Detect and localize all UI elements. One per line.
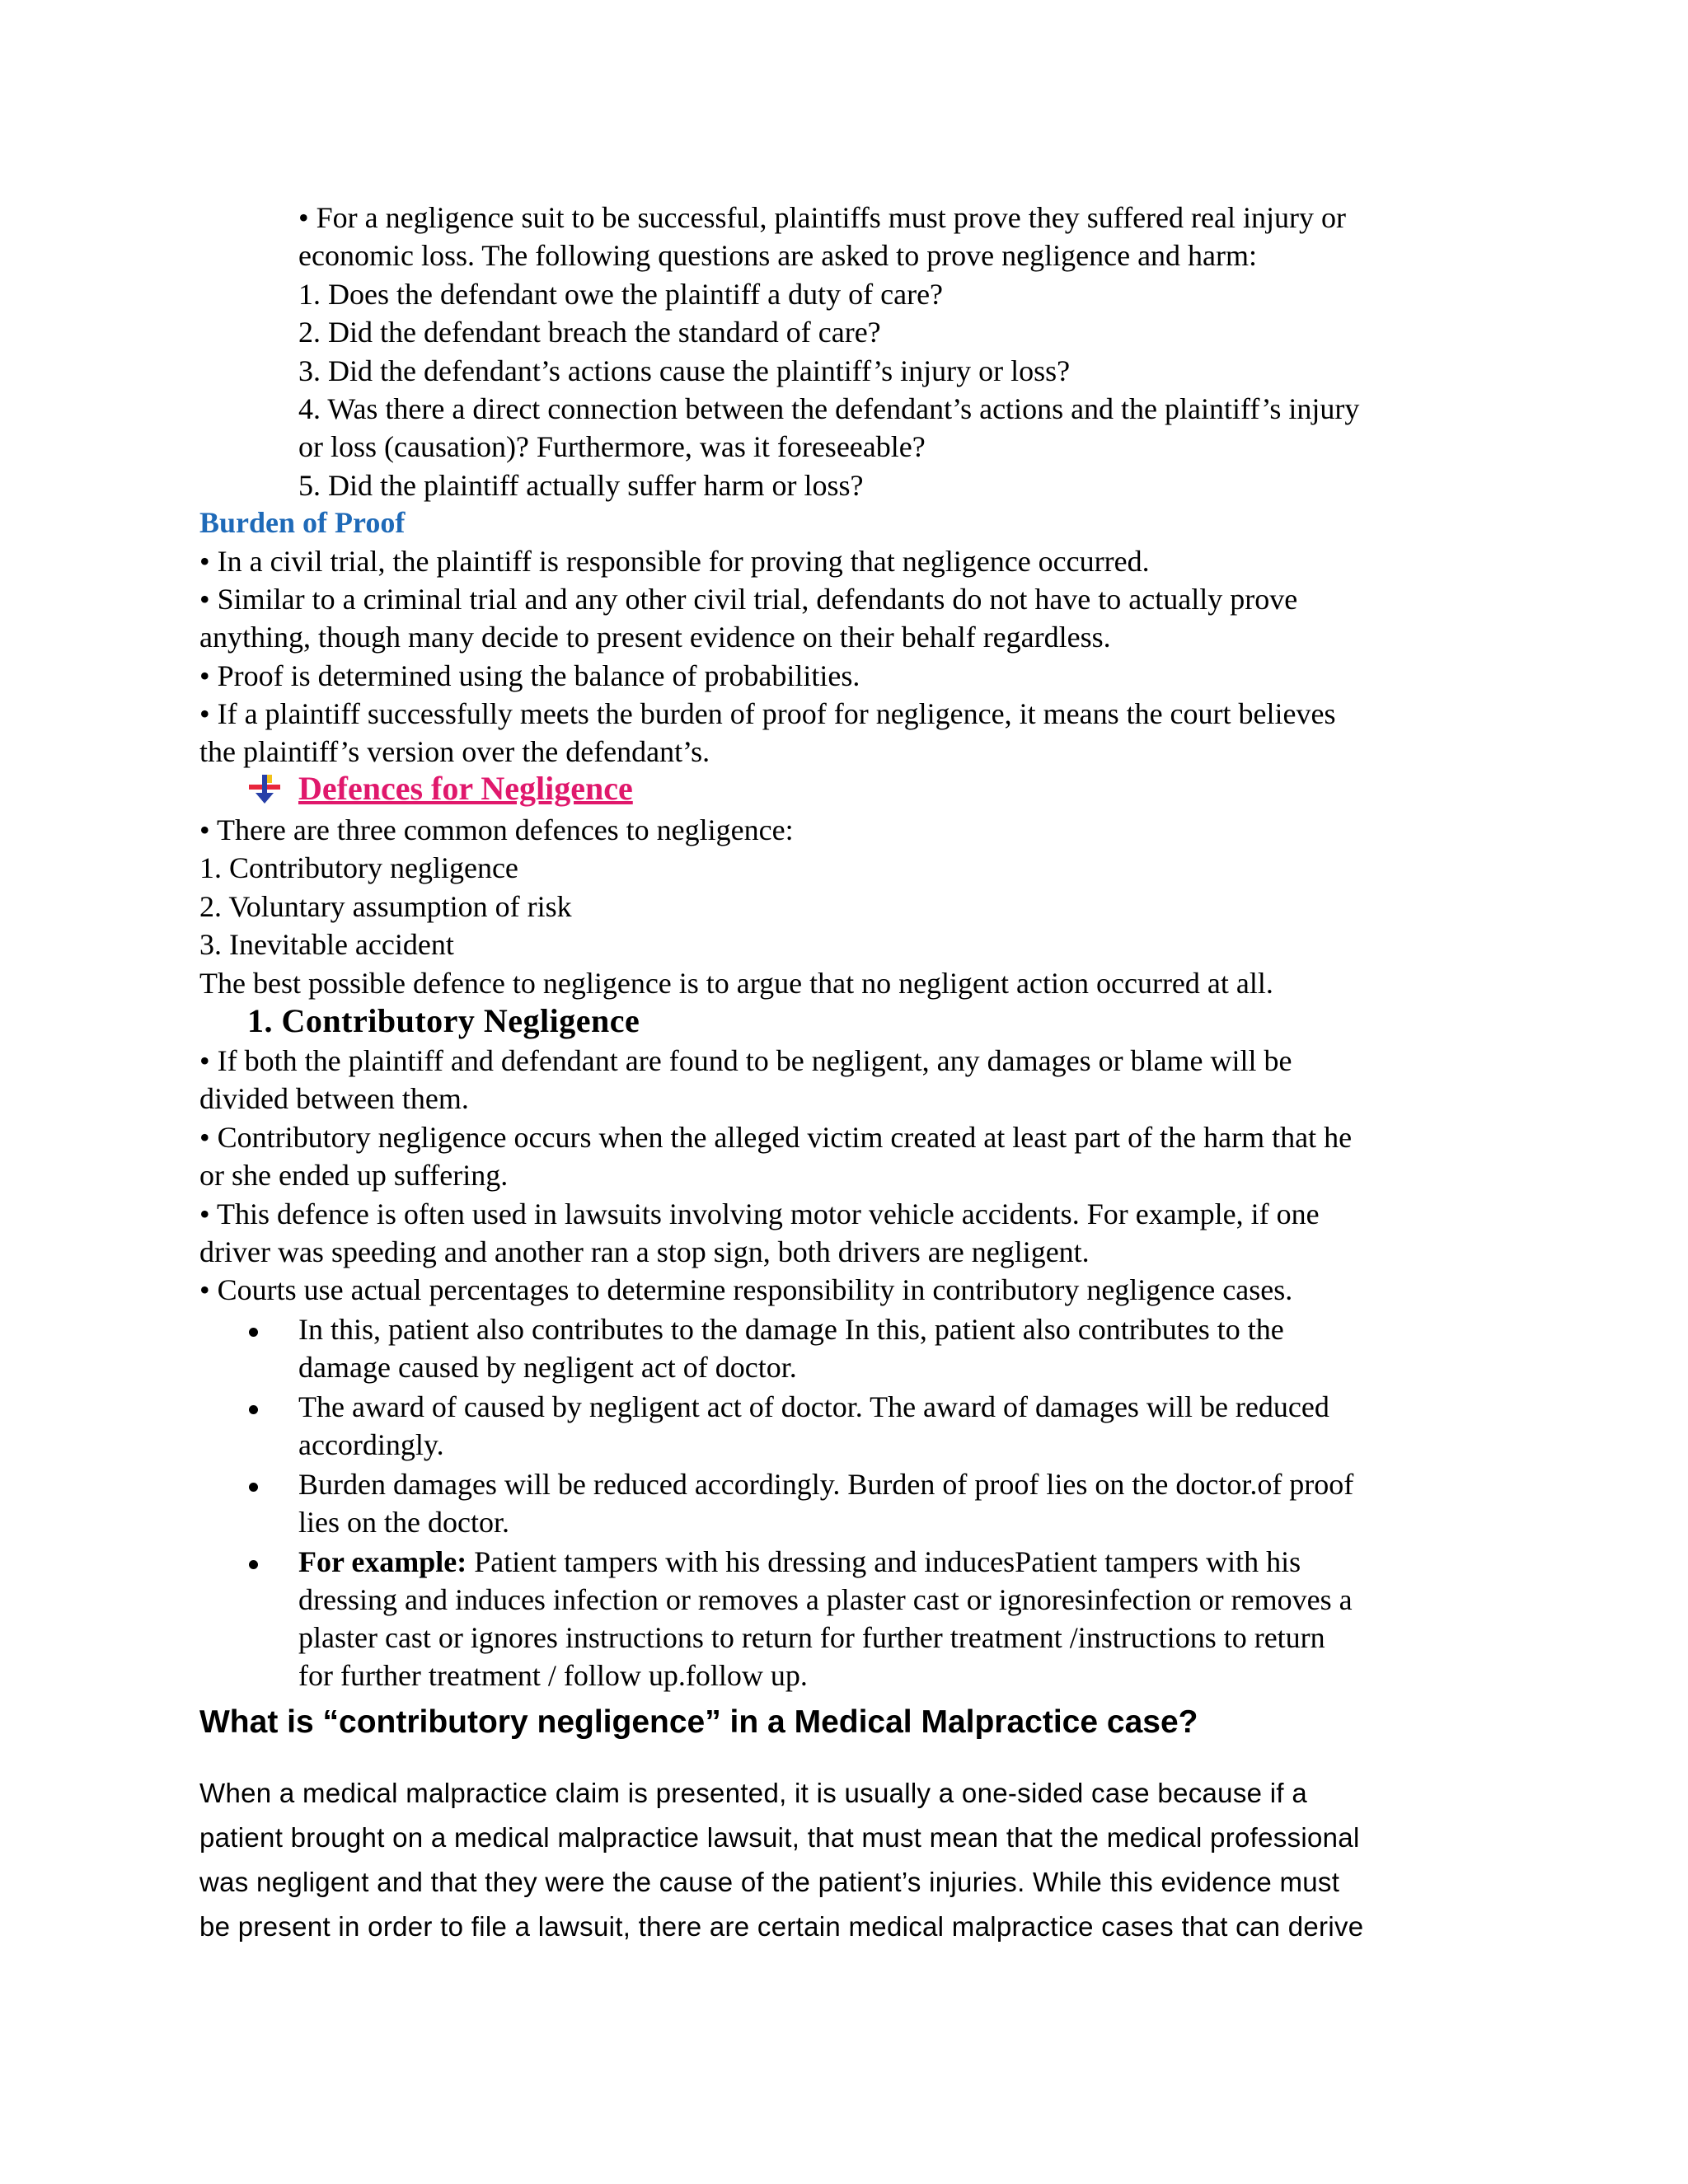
best-defence-text: The best possible defence to negligence is to argue that no negligent action occurred at all. — [199, 967, 1273, 1000]
burden-paragraph: • If a plaintiff successfully meets the burden of proof for negligence, it means the court believes — [199, 697, 1336, 730]
burden-paragraph: • Proof is determined using the balance of probabilities. — [199, 659, 860, 692]
burden-heading: Burden of Proof — [199, 506, 406, 539]
burden-paragraph: • In a civil trial, the plaintiff is responsible for proving that negligence occurred. — [199, 545, 1150, 578]
contributory-paragraph: • Courts use actual percentages to determine responsibility in contributory negligence cases. — [199, 1273, 1293, 1306]
bullet-item: Burden damages will be reduced accordingly. Burden of proof lies on the doctor.of proof — [298, 1468, 1354, 1501]
example-text: Patient tampers with his dressing and inducesPatient tampers with his — [467, 1545, 1301, 1578]
contributory-paragraph: • This defence is often used in lawsuits involving motor vehicle accidents. For example, if one — [199, 1197, 1320, 1230]
bullet-item-cont: lies on the doctor. — [298, 1506, 509, 1539]
intro-line: economic loss. The following questions are asked to prove negligence and harm: — [298, 239, 1258, 272]
bullet-icon — [249, 1405, 258, 1414]
defence-item: 2. Voluntary assumption of risk — [199, 890, 572, 923]
question-4: 4. Was there a direct connection between the defendant’s actions and the plaintiff’s injury — [298, 392, 1360, 425]
burden-paragraph: anything, though many decide to present evidence on their behalf regardless. — [199, 621, 1111, 654]
question-1: 1. Does the defendant owe the plaintiff a duty of care? — [298, 278, 944, 311]
contributory-paragraph: • If both the plaintiff and defendant are found to be negligent, any damages or blame will be — [199, 1044, 1292, 1077]
malpractice-paragraph: was negligent and that they were the cause of the patient’s injuries. While this evidence must — [199, 1867, 1340, 1897]
bullet-item: In this, patient also contributes to the damage In this, patient also contributes to the — [298, 1313, 1284, 1346]
question-5: 5. Did the plaintiff actually suffer harm or loss? — [298, 469, 864, 502]
bullet-item — [298, 1543, 1301, 1581]
defence-item: 3. Inevitable accident — [199, 928, 454, 961]
contributory-heading: 1. Contributory Negligence — [247, 1002, 640, 1039]
bullet-item-cont: plaster cast or ignores instructions to return for further treatment /instructions to return — [298, 1621, 1325, 1654]
bullet-icon — [249, 1483, 258, 1492]
malpractice-paragraph: patient brought on a medical malpractice lawsuit, that must mean that the medical professional — [199, 1822, 1360, 1853]
question-4-cont: or loss (causation)? Furthermore, was it foreseeable? — [298, 430, 926, 463]
malpractice-paragraph: be present in order to file a lawsuit, there are certain medical malpractice cases that can derive — [199, 1911, 1364, 1942]
contributory-paragraph: driver was speeding and another ran a stop sign, both drivers are negligent. — [199, 1235, 1090, 1268]
burden-paragraph: • Similar to a criminal trial and any other civil trial, defendants do not have to actually prove — [199, 583, 1298, 616]
arrow-down-plus-icon — [247, 773, 282, 804]
question-3: 3. Did the defendant’s actions cause the plaintiff’s injury or loss? — [298, 354, 1071, 387]
contributory-paragraph: • Contributory negligence occurs when the alleged victim created at least part of the harm that he — [199, 1121, 1353, 1154]
bullet-item-cont: dressing and induces infection or removes a plaster cast or ignoresinfection or removes a — [298, 1583, 1353, 1616]
bullet-icon — [249, 1328, 258, 1337]
bullet-item-cont: for further treatment / follow up.follow up. — [298, 1659, 808, 1692]
defences-heading: Defences for Negligence — [298, 770, 633, 807]
bullet-item-cont: accordingly. — [298, 1428, 444, 1461]
example-label: For example: — [298, 1545, 467, 1578]
defences-intro: • There are three common defences to negligence: — [199, 813, 794, 846]
bullet-icon — [249, 1560, 258, 1569]
bullet-item-cont: damage caused by negligent act of doctor. — [298, 1351, 797, 1384]
contributory-paragraph: divided between them. — [199, 1082, 469, 1115]
malpractice-heading: What is “contributory negligence” in a Medical Malpractice case? — [199, 1704, 1198, 1740]
bullet-item: The award of caused by negligent act of doctor. The award of damages will be reduced — [298, 1390, 1329, 1423]
defence-item: 1. Contributory negligence — [199, 851, 518, 884]
question-2: 2. Did the defendant breach the standard of care? — [298, 316, 881, 349]
contributory-paragraph: or she ended up suffering. — [199, 1159, 509, 1192]
malpractice-paragraph: When a medical malpractice claim is presented, it is usually a one-sided case because if a — [199, 1778, 1307, 1808]
burden-paragraph: the plaintiff’s version over the defendant’s. — [199, 735, 710, 768]
intro-line: • For a negligence suit to be successful, plaintiffs must prove they suffered real injury or — [298, 201, 1346, 234]
